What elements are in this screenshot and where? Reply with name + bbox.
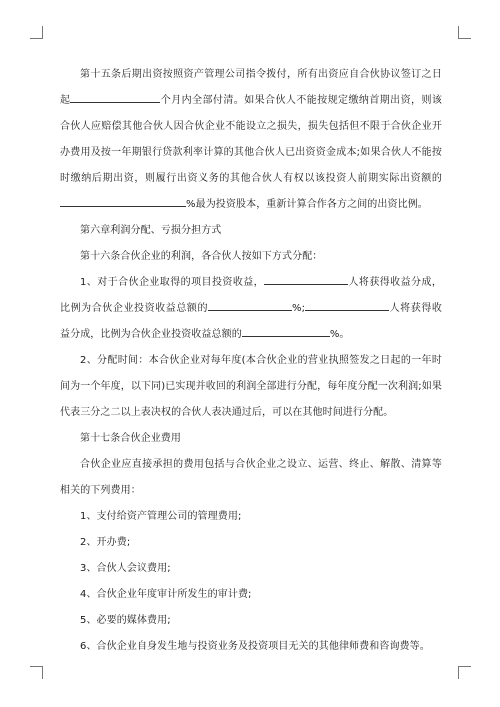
blank-ratio-b <box>242 324 330 337</box>
crop-mark-bottom-right <box>458 666 471 679</box>
article-17-item: 3、合伙人会议费用; <box>80 563 171 574</box>
article-15-text-3: %最为投资股本，重新计算合作各方之间的出资比例。 <box>186 199 428 210</box>
document-body <box>60 62 442 660</box>
article-16-intro: 第十六条合伙企业的利润，各合伙人按如下方式分配： <box>80 251 323 262</box>
article-16-item-1-text-4: 人将获得收益分成，比例为合伙企业投资收益总额的 <box>60 303 442 340</box>
blank-partner-a <box>264 272 348 285</box>
blank-ratio-a <box>208 298 292 311</box>
article-17-item: 1、支付给资产管理公司的管理费用; <box>80 511 242 522</box>
crop-mark-top-right <box>458 26 471 39</box>
blank-capital-ratio-a <box>60 194 116 207</box>
crop-mark-bottom-left <box>30 666 43 679</box>
article-16-item-1 <box>60 270 442 348</box>
article-17-title: 第十七条合伙企业费用 <box>80 433 181 444</box>
article-16-item-1-text-1: 1、对于合伙企业取得的项目投资收益， <box>80 277 265 288</box>
article-17-item: 2、开办费; <box>80 537 131 548</box>
article-15-text-2: 个月内全部付清。如果合伙人不能按规定缴纳首期出资，则该合伙人应赔偿其他合伙人因合伙企业不能设立之损失，损失包括但不限于合伙企业开办费用及按一年期银行贷款利率计算的其他合伙人已出资资金成本;如果合伙人不能按时缴纳后期出资，则履行出资义务的其他合伙人有权以该投资人前期实际出资额的 <box>60 95 442 184</box>
chapter-6-title: 第六章利润分配、亏损分担方式 <box>80 225 222 236</box>
article-17-item: 6、合伙企业自身发生地与投资业务及投资项目无关的其他律师费和咨询费等。 <box>80 641 430 652</box>
article-17-item: 5、必要的媒体费用; <box>80 615 171 626</box>
article-17-item: 4、合伙企业年度审计所发生的审计费; <box>80 589 252 600</box>
article-16-item-1-text-5: %。 <box>329 329 350 340</box>
crop-mark-top-left <box>30 26 43 39</box>
blank-partner-b <box>305 298 389 311</box>
article-15-text-1: 第十五条后期出资按照资产管理公司指令拨付，所有出资应自合伙协议签订之日起 <box>60 69 442 106</box>
article-16-item-2: 2、分配时间：本合伙企业对每年度(本合伙企业的营业执照签发之日起的一年时间为一个年度，以下同)已实现并收回的利润全部进行分配，每年度分配一次利润;如果代表三分之二以上表决权的合伙人表决通过后，可以在其他时间进行分配。 <box>60 355 442 418</box>
blank-capital-ratio-b <box>116 194 186 207</box>
blank-months <box>70 90 160 103</box>
article-15-paragraph <box>60 62 442 218</box>
article-17-intro: 合伙企业应直接承担的费用包括与合伙企业之设立、运营、终止、解散、清算等相关的下列费用： <box>60 459 442 496</box>
article-16-item-1-text-3: %; <box>292 303 306 314</box>
article-16-item-1-text-2: 人将获得收益分成，比例为合伙企业投资收益总额的 <box>60 277 442 314</box>
